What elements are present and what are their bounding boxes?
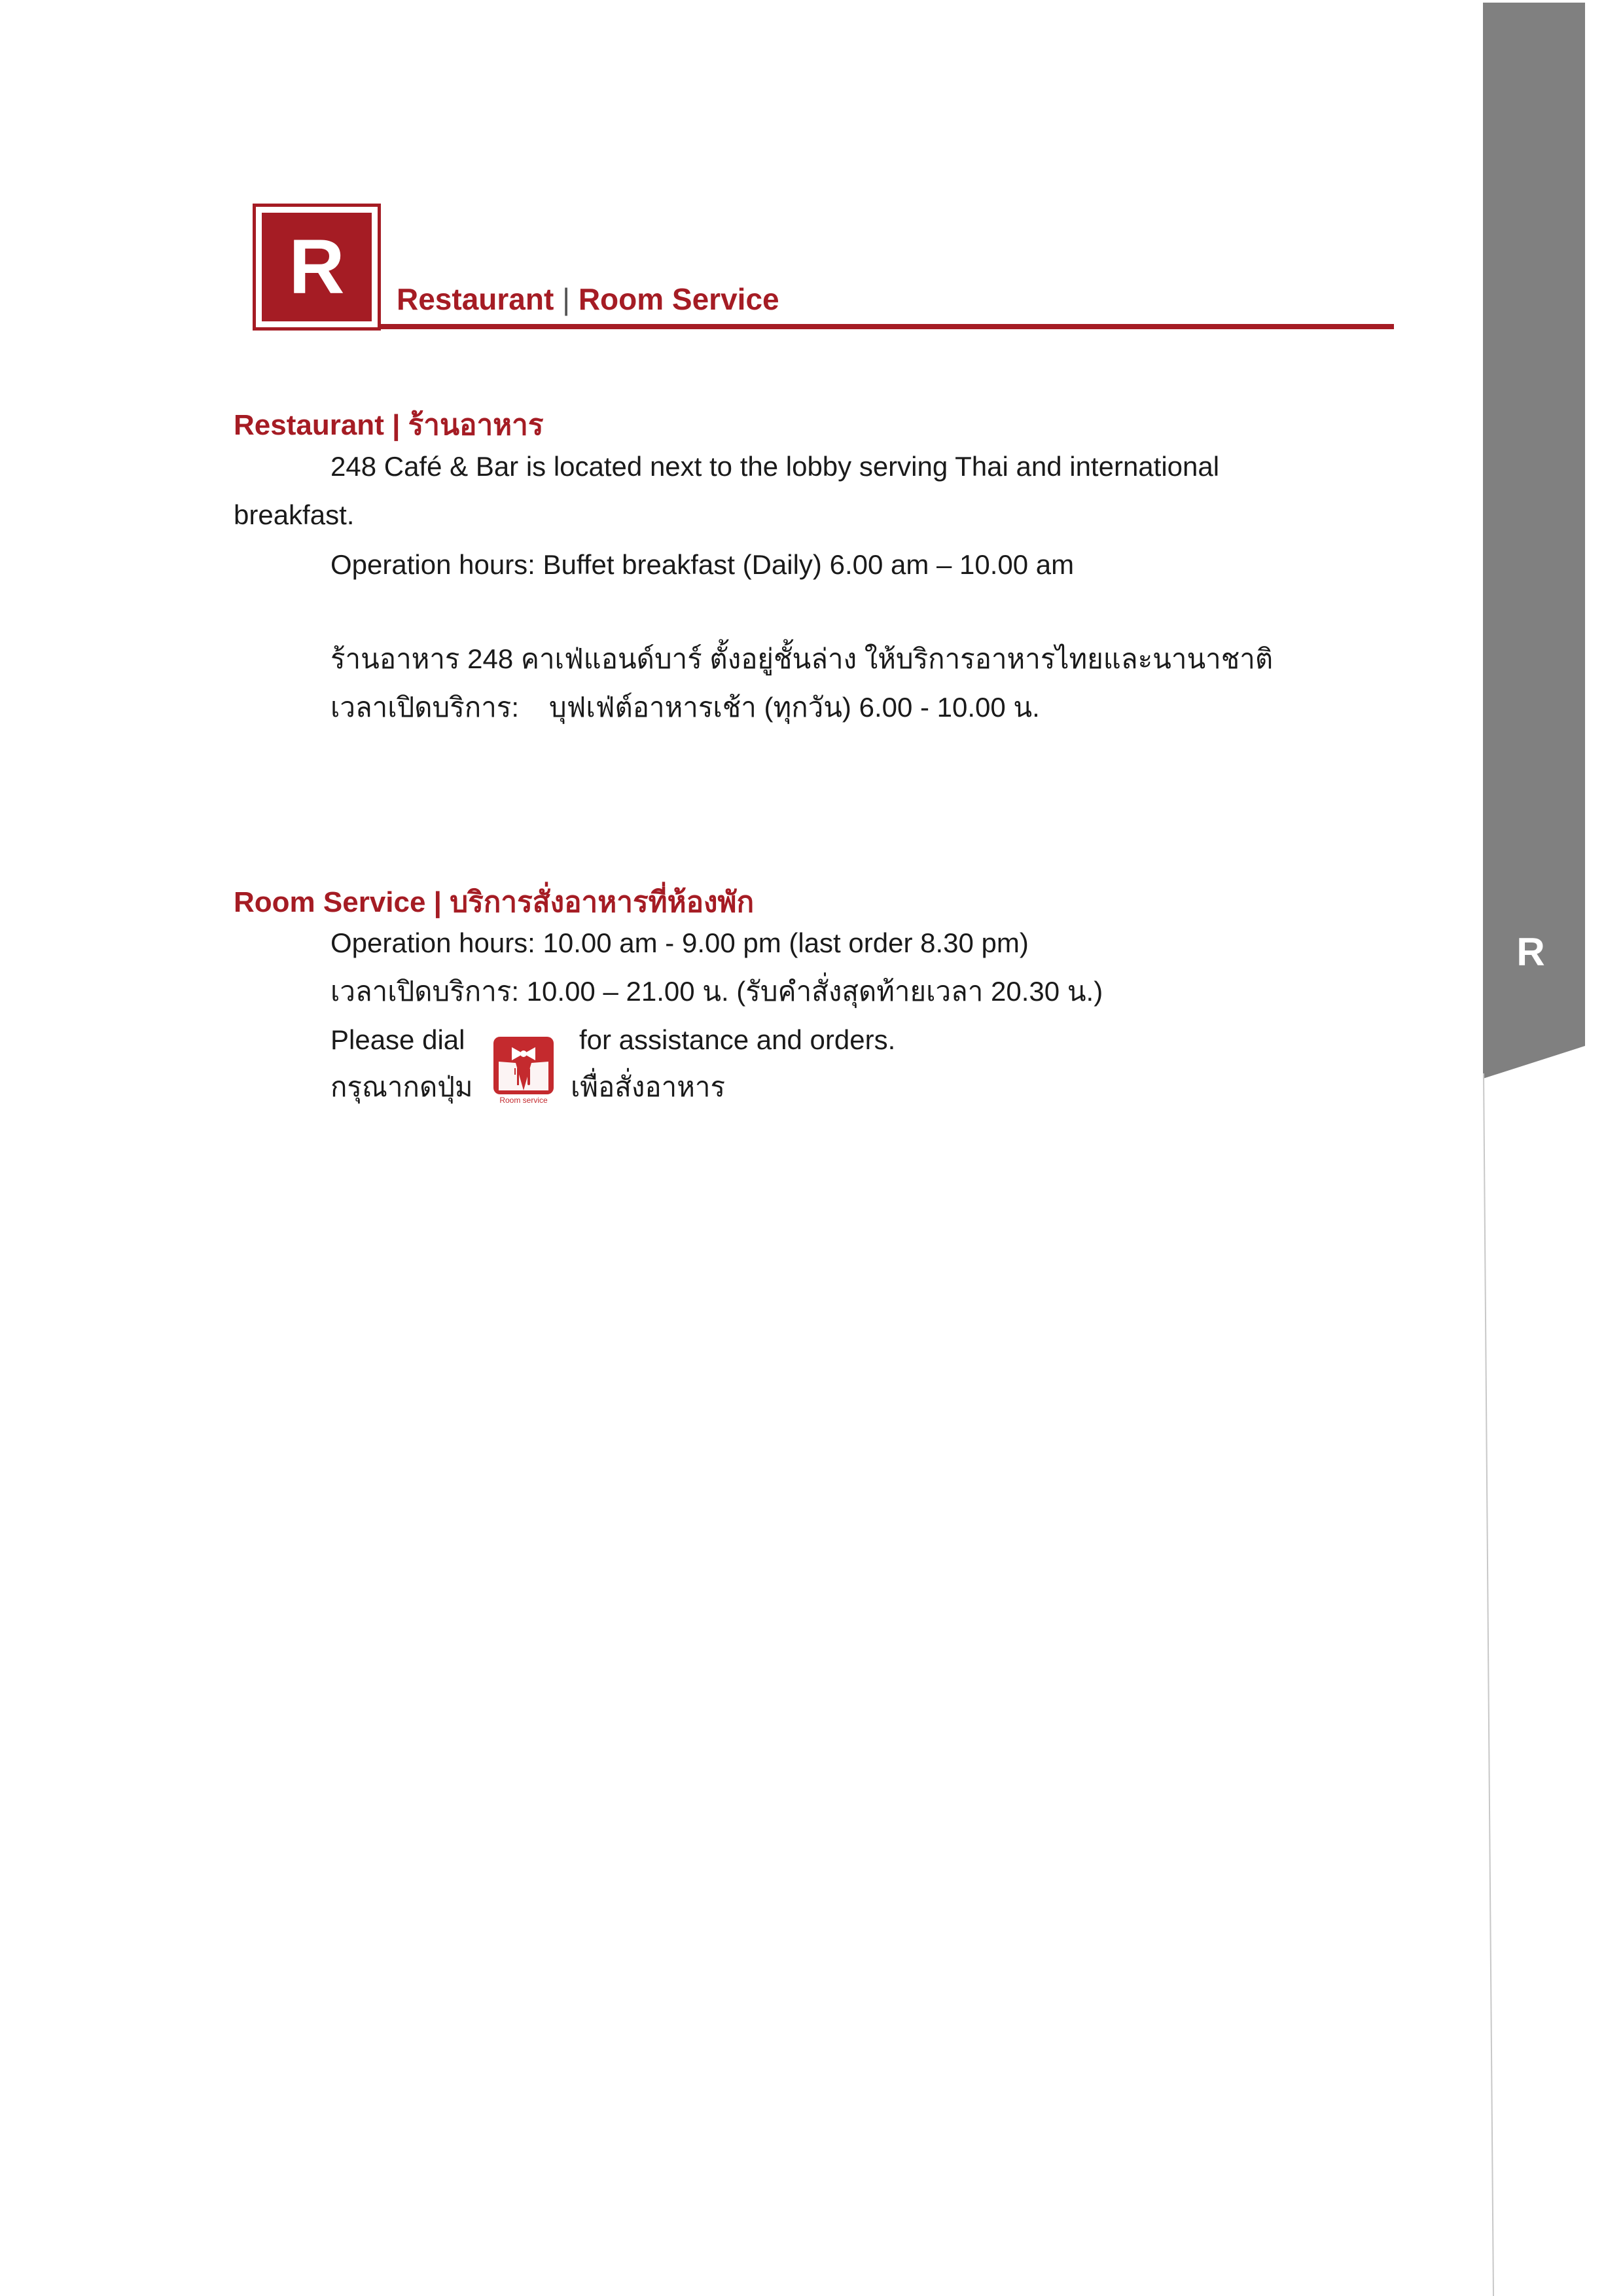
restaurant-hours: Operation hours: Buffet breakfast (Daily) 6.00 am – 10.00 am <box>330 549 1075 580</box>
restaurant-thai-line-1: ร้านอาหาร 248 คาเฟ่แอนด์บาร์ ตั้งอยู่ชั้นล่าง ให้บริการอาหารไทยและนานาชาติ <box>330 643 1274 674</box>
restaurant-thai-hours-value: บุฟเฟ่ต์อาหารเช้า (ทุกวัน) 6.00 - 10.00 น. <box>549 692 1040 723</box>
page-title-part2: Room Service <box>578 282 779 316</box>
side-divider-line <box>1483 1073 1496 2296</box>
room-service-dial-after: for assistance and orders. <box>579 1024 896 1055</box>
room-service-icon <box>492 1035 555 1107</box>
restaurant-heading: Restaurant | ร้านอาหาร <box>234 409 544 441</box>
page-title-part1: Restaurant <box>397 282 554 316</box>
restaurant-thai-hours-label: เวลาเปิดบริการ: <box>330 692 520 723</box>
room-service-thai-hours: เวลาเปิดบริการ: 10.00 – 21.00 น. (รับคำสั่งสุดท้ายเวลา 20.30 น.) <box>330 976 1103 1007</box>
room-service-heading: Room Service | บริการสั่งอาหารที่ห้องพัก <box>234 886 755 918</box>
restaurant-thai-hours <box>330 694 1040 721</box>
side-tab-letter: R <box>1516 930 1545 974</box>
room-service-icon-caption: Room service <box>499 1096 548 1105</box>
room-service-thai-dial-before: กรุณากดปุ่ม <box>330 1071 473 1102</box>
page-title <box>397 281 779 317</box>
side-tab <box>1483 0 1585 1080</box>
restaurant-line-2: breakfast. <box>234 499 355 530</box>
page-title-separator: | <box>562 282 571 316</box>
header-rule <box>380 324 1394 329</box>
room-service-thai-dial-after: เพื่อสั่งอาหาร <box>571 1071 726 1102</box>
room-service-dial-before: Please dial <box>330 1024 465 1055</box>
section-badge-letter: R <box>262 213 372 321</box>
restaurant-line-1: 248 Café & Bar is located next to the lobby serving Thai and international <box>330 451 1220 482</box>
section-badge <box>253 204 381 331</box>
room-service-hours: Operation hours: 10.00 am - 9.00 pm (last order 8.30 pm) <box>330 927 1029 958</box>
